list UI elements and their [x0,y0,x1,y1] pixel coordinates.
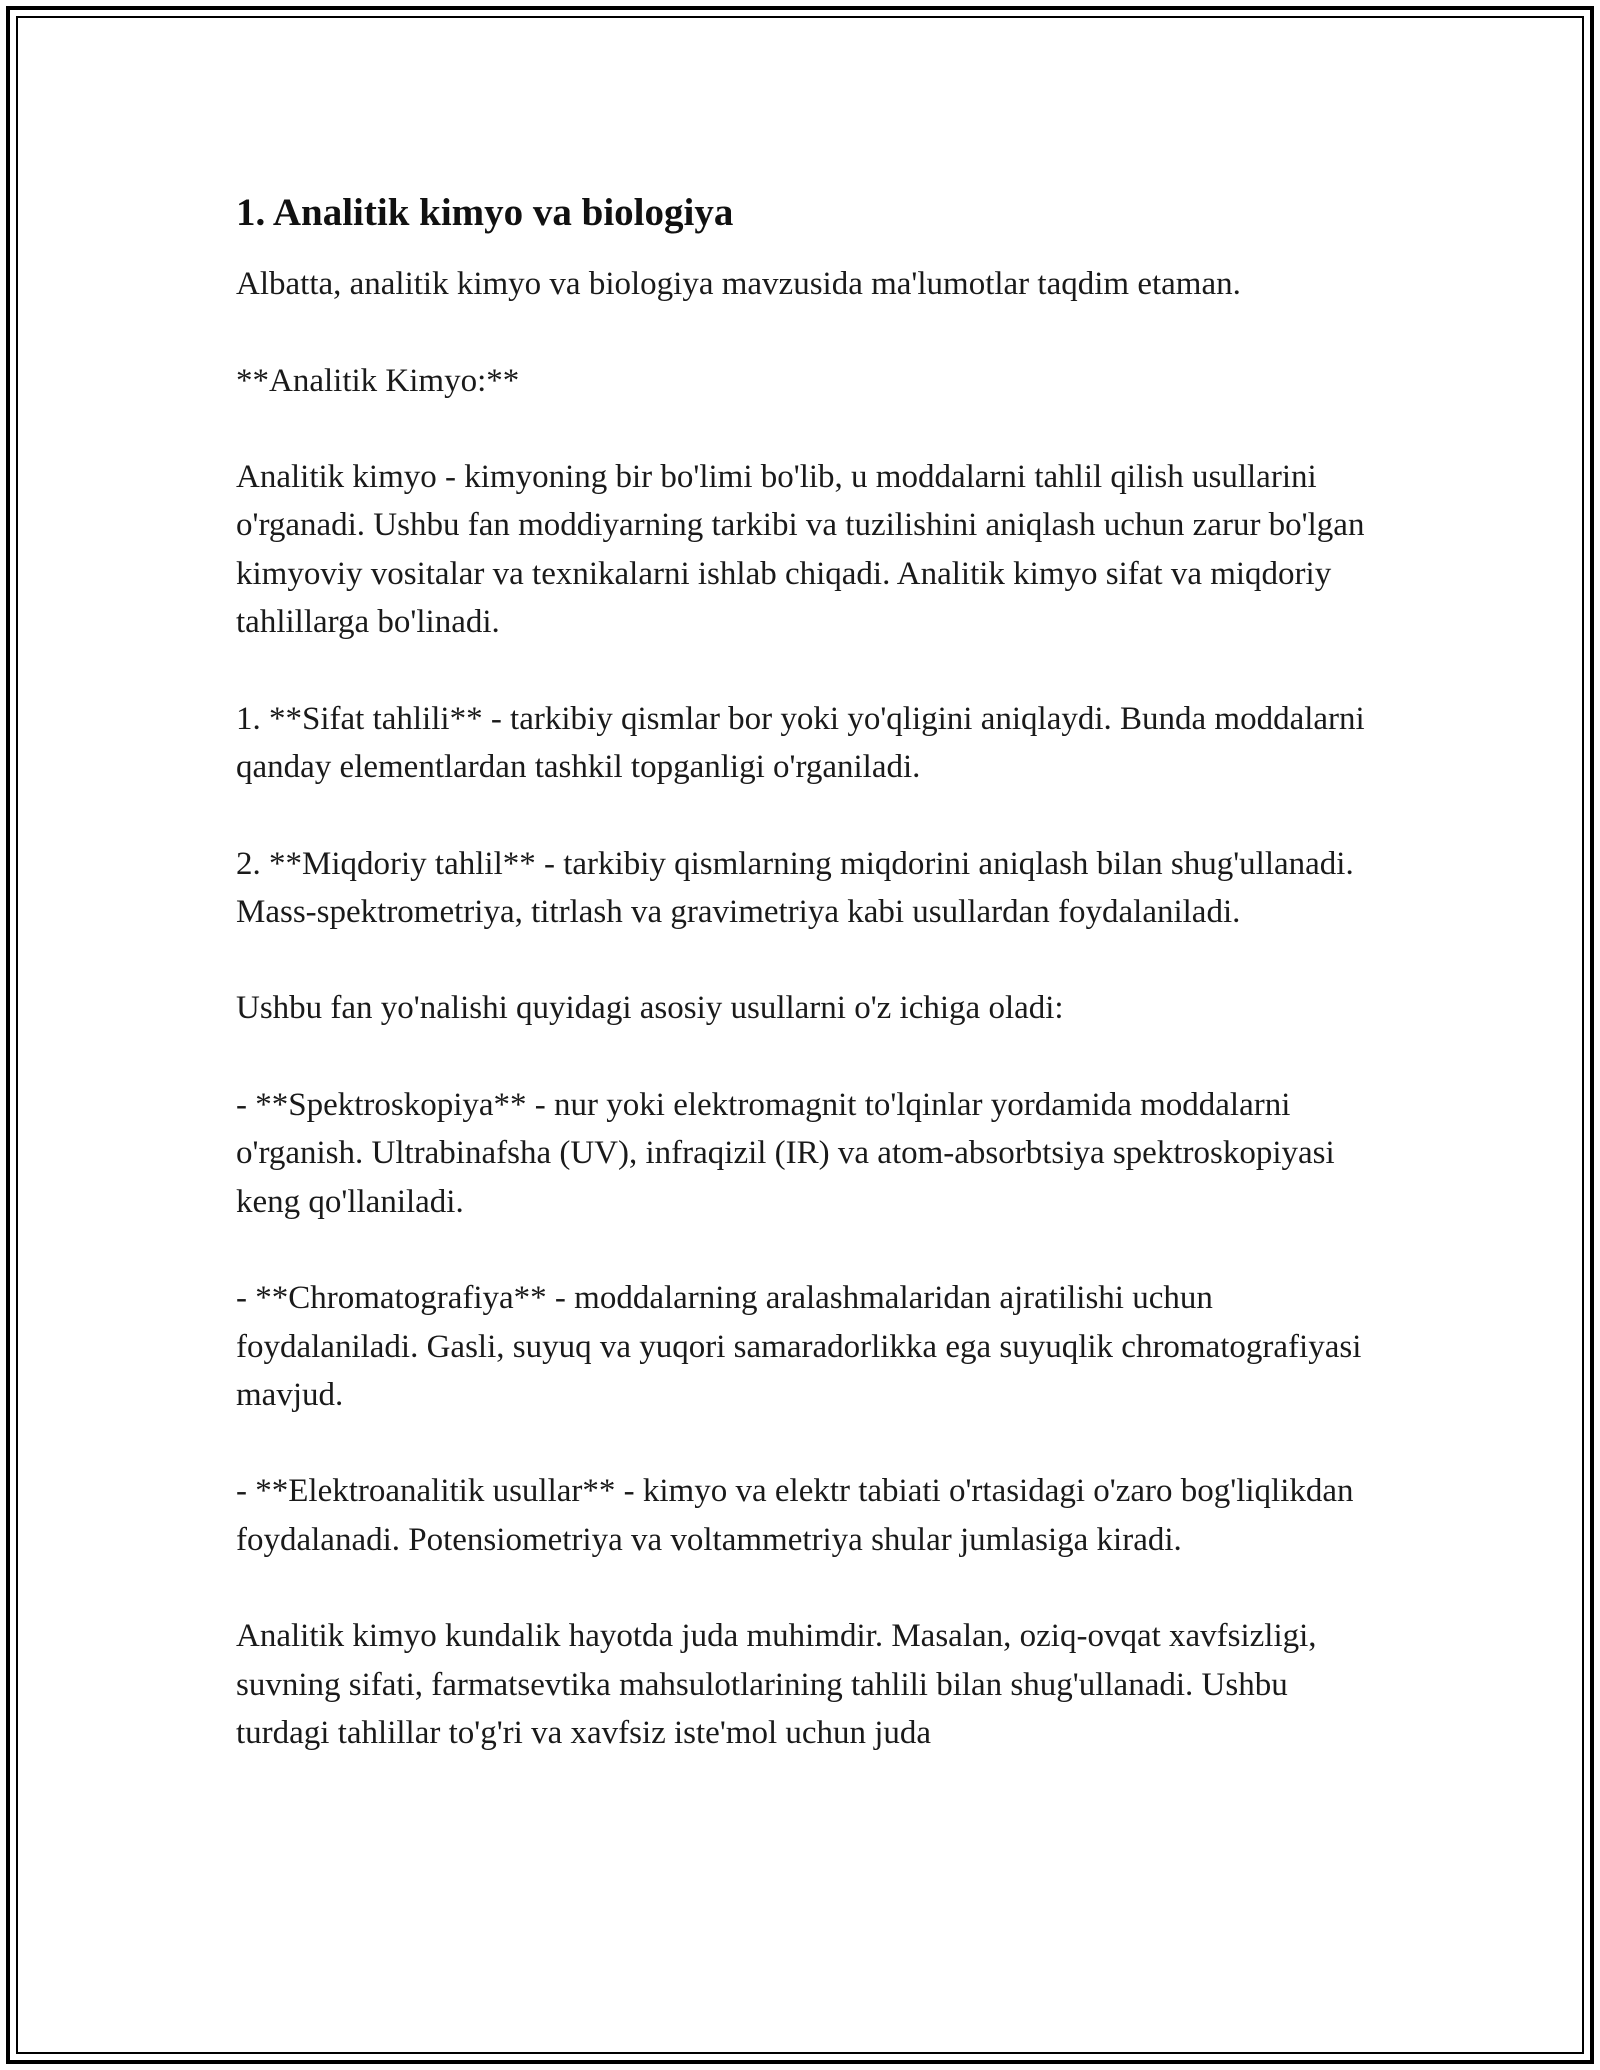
method-chromatography: - **Chromatografiya** - moddalarning aralashmalaridan ajratilishi uchun foydalaniladi. Gasli, suyuq va yuqori samaradorlikka ega suyuqlik chromatografiyasi mavjud. [236,1280,1362,1413]
methods-intro-paragraph: Ushbu fan yo'nalishi quyidagi asosiy usullarni o'z ichiga oladi: [236,990,1064,1027]
method-spectroscopy: - **Spektroskopiya** - nur yoki elektromagnit to'lqinlar yordamida moddalarni o'rganish. Ultrabinafsha (UV), infraqizil (IR) va atom-absorbtsiya spektroskopiyasi keng qo'llaniladi. [236,1087,1335,1220]
list-item-quantitative: 2. **Miqdoriy tahlil** - tarkibiy qismlarning miqdorini aniqlash bilan shug'ullanadi. Mass-spektrometriya, titrlash va gravimetriya kabi usullardan foydalaniladi. [236,845,1354,930]
importance-paragraph: Analitik kimyo kundalik hayotda juda muhimdir. Masalan, oziq-ovqat xavfsizligi, suvning sifati, farmatsevtika mahsulotlarining tahlili bilan shug'ullanadi. Ushbu turdagi tahlillar to'g'ri va xavfsiz iste'mol uchun juda [236,1618,1317,1751]
document-body [236,186,1376,1757]
section-heading: 1. Analitik kimyo va biologiya [236,191,734,234]
list-item-qualitative: 1. **Sifat tahlili** - tarkibiy qismlar bor yoki yo'qligini aniqlaydi. Bunda moddalarni qanday elementlardan tashkil topganligi o'rganiladi. [236,700,1365,785]
method-electroanalytical: - **Elektroanalitik usullar** - kimyo va elektr tabiati o'rtasidagi o'zaro bog'liqlikdan foydalanadi. Potensiometriya va voltammetriya shular jumlasiga kiradi. [236,1473,1354,1558]
definition-paragraph: Analitik kimyo - kimyoning bir bo'limi bo'lib, u moddalarni tahlil qilish usullarini o'rganadi. Ushbu fan moddiyarning tarkibi va tuzilishini aniqlash uchun zarur bo'lgan kimyoviy vositalar va texnikalarni ishlab chiqadi. Analitik kimyo sifat va miqdoriy tahlillarga bo'linadi. [236,459,1365,641]
intro-paragraph: Albatta, analitik kimyo va biologiya mavzusida ma'lumotlar taqdim etaman. [236,266,1241,302]
subsection-label: **Analitik Kimyo:** [236,362,520,399]
